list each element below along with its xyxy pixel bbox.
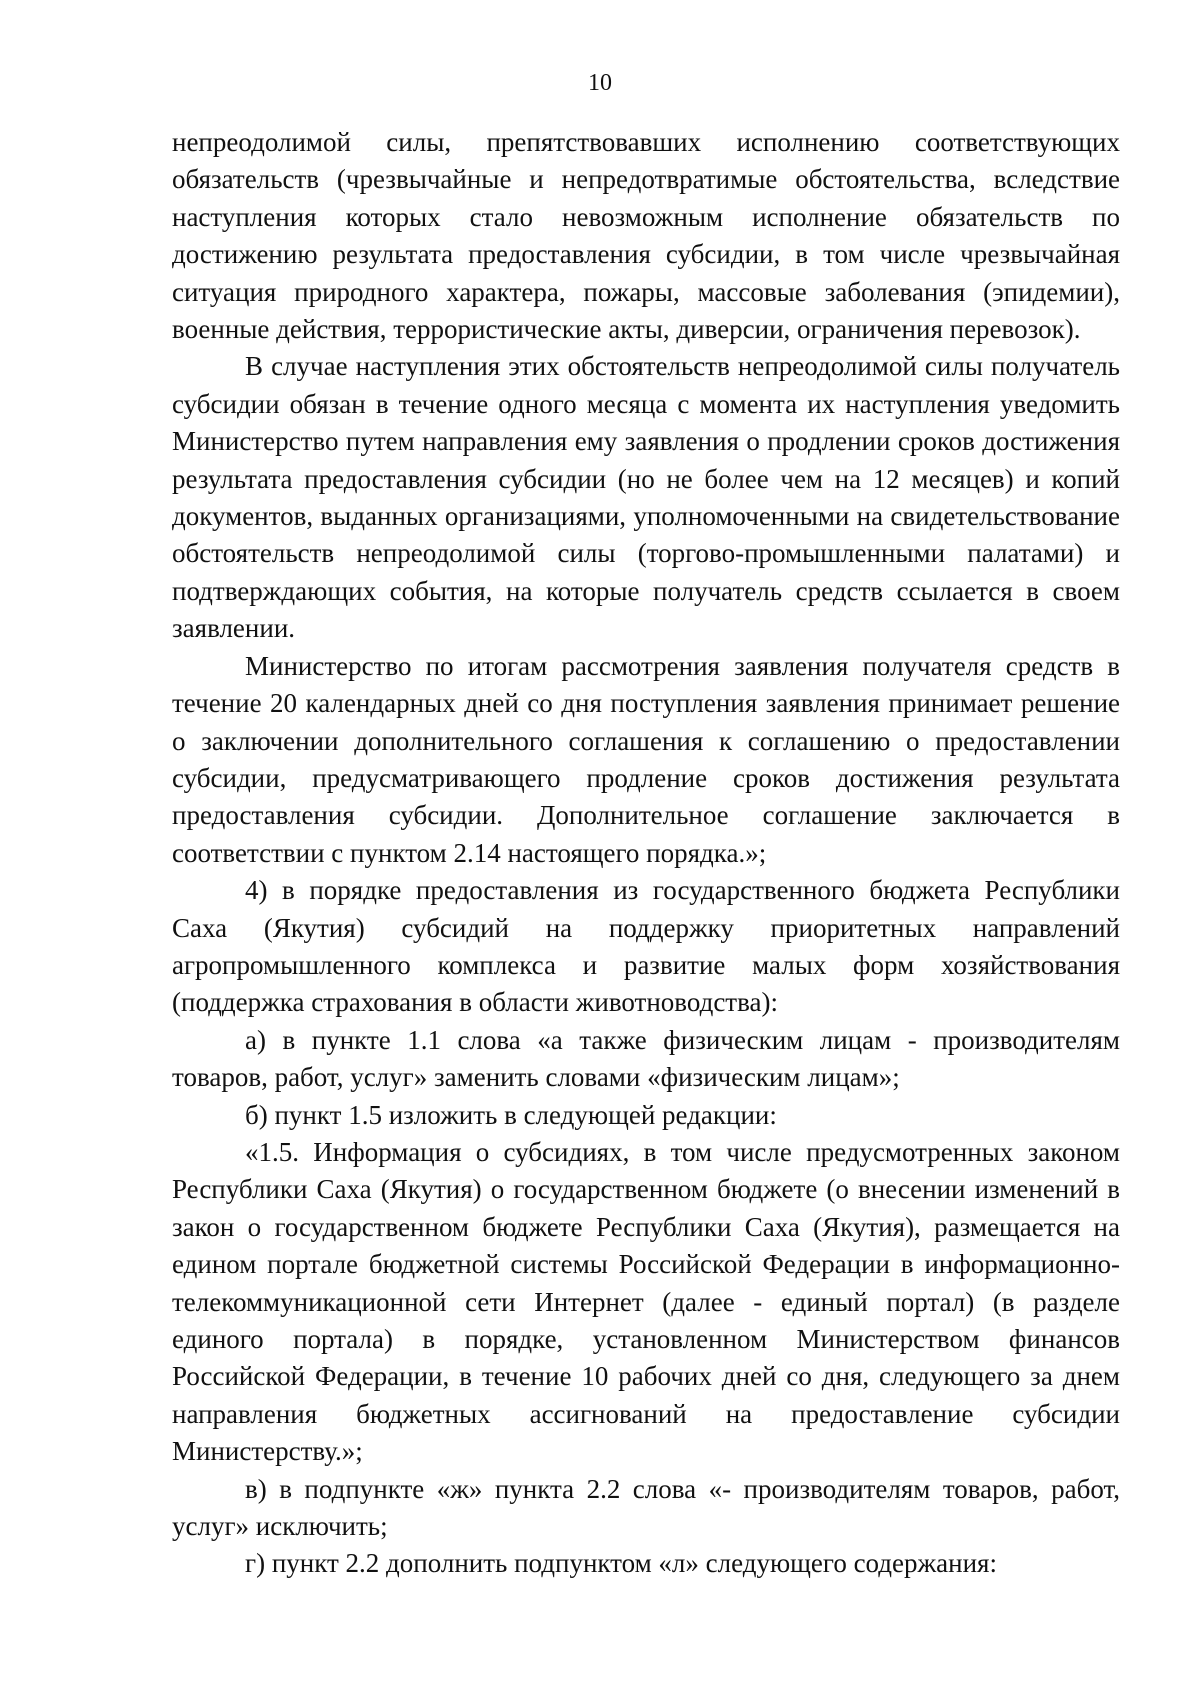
paragraph-item-v: в) в подпункте «ж» пункта 2.2 слова «- производителям товаров, работ, услуг» исключить; (172, 1473, 1120, 1542)
page-number: 10 (588, 70, 612, 96)
paragraph-notification-obligation: В случае наступления этих обстоятельств непреодолимой силы получатель субсидии обязан в течение одного месяца с момента их наступления уведомить Министерство путем направления ему заявления о продлении сроков достижения результата предоставления субсидии (но не более чем на 12 месяцев) и копий документов, выданных организациями, уполномоченными на свидетельствование обстоятельств непреодолимой силы (торгово-промышленными палатами) и подтверждающих события, на которые получатель средств ссылается в своем заявлении. (172, 351, 1120, 644)
paragraph-clause-1-5: «1.5. Информация о субсидиях, в том числе предусмотренных законом Республики Саха (Якутия) о государственном бюджете (о внесении изменений в закон о государственном бюджете Республики Саха (Якутия), размещается на едином портале бюджетной системы Российской Федерации в информационно-телекоммуникационной сети Интернет (далее - единый портал) (в разделе единого портала) в порядке, установленном Министерством финансов Российской Федерации, в течение 10 рабочих дней со дня, следующего за днем направления бюджетных ассигнований на предоставление субсидии Министерству.»; (172, 1136, 1120, 1467)
paragraph-item-b: б) пункт 1.5 изложить в следующей редакции: (245, 1099, 777, 1130)
paragraph-item-a: а) в пункте 1.1 слова «а также физическим лицам - производителям товаров, работ, услуг» заменить словами «физическим лицам»; (172, 1024, 1120, 1093)
paragraph-ministry-decision: Министерство по итогам рассмотрения заявления получателя средств в течение 20 календарных дней со дня поступления заявления принимает решение о заключении дополнительного соглашения к соглашению о предоставлении субсидии, предусматривающего продление сроков достижения результата предоставления субсидии. Дополнительное соглашение заключается в соответствии с пунктом 2.14 настоящего порядка.»; (172, 650, 1120, 868)
paragraph-force-majeure-definition: непреодолимой силы, препятствовавших исполнению соответствующих обязательств (чрезвычайные и непредотвратимые обстоятельства, вследствие наступления которых стало невозможным исполнение обязательств по достижению результата предоставления субсидии, в том числе чрезвычайная ситуация природного характера, пожары, массовые заболевания (эпидемии), военные действия, террористические акты, диверсии, ограничения перевозок). (172, 127, 1120, 345)
paragraph-item-g: г) пункт 2.2 дополнить подпунктом «л» следующего содержания: (245, 1548, 997, 1579)
document-body (172, 124, 1120, 1583)
paragraph-item-4: 4) в порядке предоставления из государственного бюджета Республики Саха (Якутия) субсидий на поддержку приоритетных направлений агропромышленного комплекса и развитие малых форм хозяйствования (поддержка страхования в области животноводства): (172, 875, 1120, 1018)
